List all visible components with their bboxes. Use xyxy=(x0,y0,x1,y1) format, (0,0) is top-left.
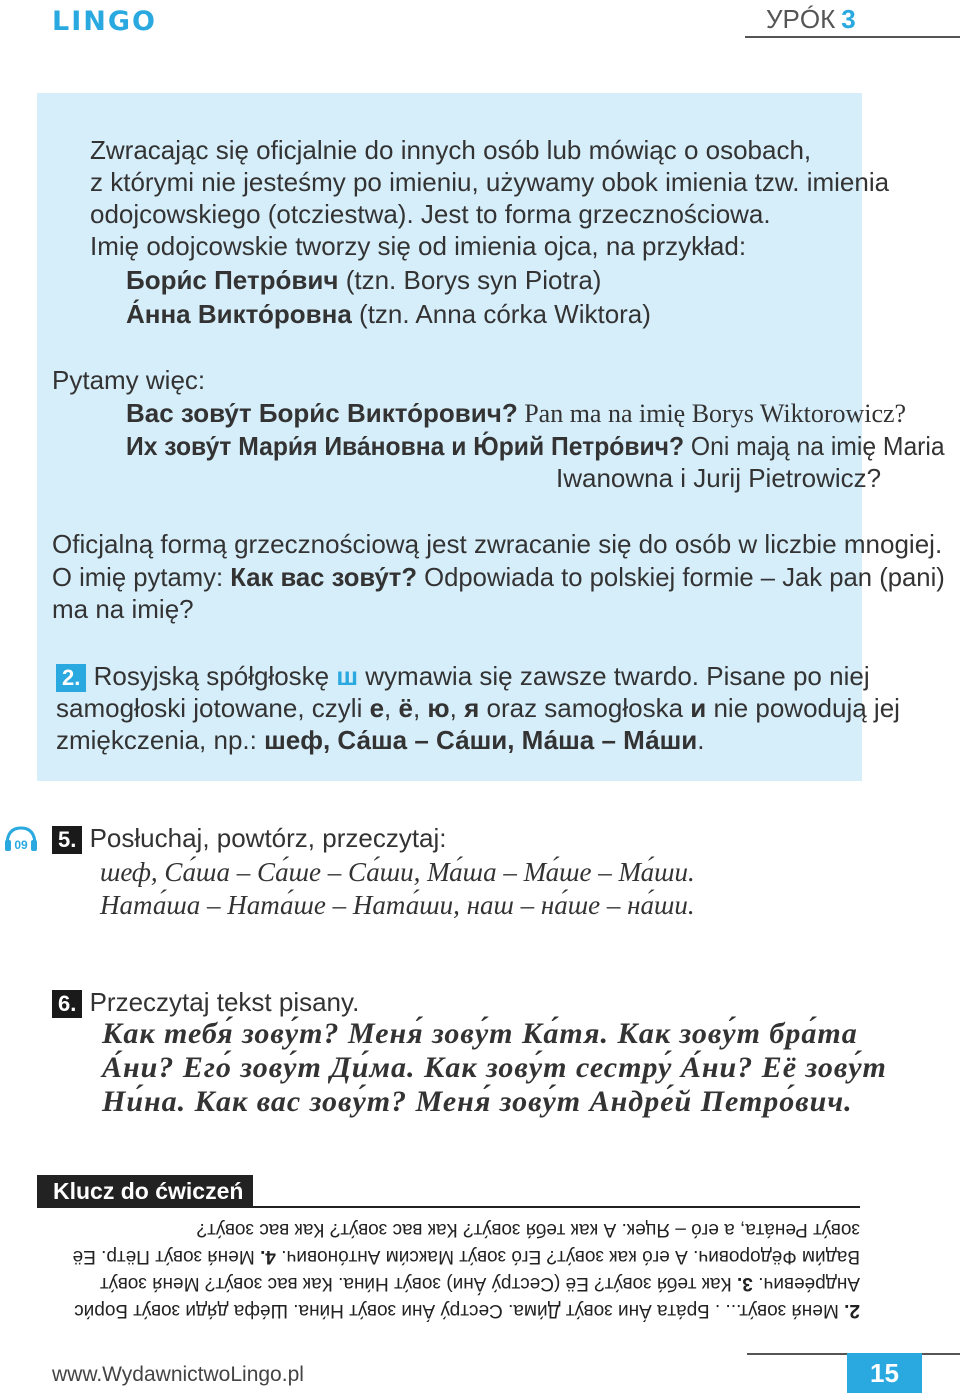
question-1-polish: Pan ma na imię Borys Wiktorowicz? xyxy=(517,399,907,428)
lesson-number: 3 xyxy=(841,4,856,34)
exercise-5-number: 5. xyxy=(52,826,82,854)
box-paragraph-2-line xyxy=(52,561,945,593)
russian-phrase: Как вас зову́т? xyxy=(230,562,418,592)
example-2-russian: А́нна Викто́ровна xyxy=(126,299,352,329)
cd-track-number: 09 xyxy=(14,838,28,852)
exercise-6-script-line: Ни́на. Как вас зову́т? Меня́ зову́т Андре́й Петро́вич. xyxy=(102,1085,853,1118)
box-paragraph-line: z którymi nie jesteśmy po imieniu, używamy obok imienia tzw. imienia xyxy=(90,167,890,197)
box-paragraph-line: Imię odojcowskie tworzy się od imienia ojca, na przykład: xyxy=(90,231,747,261)
russian-letter: е xyxy=(369,693,385,723)
question-1 xyxy=(126,397,906,430)
answer-number: 2. xyxy=(844,1300,860,1321)
answer-key-line xyxy=(50,1270,860,1297)
question-2 xyxy=(126,430,945,462)
answer-key-rule xyxy=(37,1206,860,1208)
example-1-polish: (tzn. Borys syn Piotra) xyxy=(338,265,602,295)
answer-text: Меня́ зову́т... . Бра́та А́ни зову́т Ди́ма. Сестру́ А́ни зову́т Ни́на. Ше́фа дя́ди зову́т Бори́с xyxy=(74,1300,845,1321)
answer-text: Меня́ зову́т Пётр. Её xyxy=(72,1246,261,1267)
box-paragraph-2-line: ma na imię? xyxy=(52,594,194,624)
example-2-polish: (tzn. Anna córka Wiktora) xyxy=(351,299,651,329)
text: Odpowiada to polskiej formie – Jak pan (pani) xyxy=(417,562,945,592)
answer-key-line xyxy=(50,1243,860,1270)
text: , xyxy=(449,693,465,723)
text: zmiękczenia, np.: xyxy=(56,725,265,755)
exercise-5-line: Ната́ша – Ната́ше – Ната́ши, наш – на́ше – на́ши. xyxy=(100,890,695,920)
note-2-number: 2. xyxy=(56,664,86,692)
example-1 xyxy=(126,264,601,296)
russian-letter: ш xyxy=(336,661,359,691)
russian-examples: шеф, Са́ша – Са́ши, Ма́ша – Ма́ши xyxy=(264,725,698,755)
text: wymawia się zawsze twardo. Pisane po niej xyxy=(358,661,870,691)
exercise-6-number: 6. xyxy=(52,990,82,1018)
question-2-russian: Их зову́т Мари́я Ива́новна и Ю́рий Петро́вич? xyxy=(126,431,685,461)
russian-letter: я xyxy=(464,693,480,723)
text: nie powodują jej xyxy=(706,693,900,723)
page-number: 15 xyxy=(847,1353,922,1393)
answer-number: 3. xyxy=(737,1273,753,1294)
answer-number: 4. xyxy=(260,1246,276,1267)
answer-text: Как тебя́ зову́т? Её (Сестру́ А́ни) зову́т Ни́на. Как вас зову́т? Меня́ зову́т xyxy=(99,1273,738,1294)
answer-text: Андре́евич. xyxy=(752,1273,860,1294)
box-paragraph-line: Zwracając się oficjalnie do innych osób lub mówiąc o osobach, xyxy=(90,135,812,165)
text: samogłoski jotowane, czyli xyxy=(56,693,370,723)
lesson-word: УРÓК xyxy=(766,4,836,34)
note-2-line xyxy=(56,660,870,692)
box-paragraph-line: odojcowskiego (otcziestwa). Jest to forma grzecznościowa. xyxy=(90,199,771,229)
text: , xyxy=(384,693,399,723)
exercise-6-script-line: Как тебя́ зову́т? Меня́ зову́т Ка́тя. Как зову́т бра́та xyxy=(102,1017,858,1050)
exercise-5-instruction: Posłuchaj, powtórz, przeczytaj: xyxy=(82,823,447,853)
answer-key-heading: Klucz do ćwiczeń xyxy=(37,1175,253,1207)
text: . xyxy=(697,725,705,755)
header-rule xyxy=(745,36,960,38)
answer-key-upside-down xyxy=(50,1216,860,1324)
box-paragraph-2-line: Oficjalną formą grzecznościową jest zwracanie się do osób w liczbie mnogiej. xyxy=(52,529,943,559)
logo: LINGO xyxy=(52,6,157,37)
text: O imię pytamy: xyxy=(52,562,231,592)
text: oraz samogłoska xyxy=(479,693,691,723)
pytamy-label: Pytamy więc: xyxy=(52,365,206,395)
note-2-line xyxy=(56,724,704,756)
russian-letter: и xyxy=(690,693,707,723)
answer-text: Вади́м Фёдорович. А его́ как зову́т? Его́ зову́т Макси́м Анто́нович. xyxy=(275,1246,860,1267)
exercise-5-title xyxy=(52,822,447,854)
text: Rosyjską spółgłoskę xyxy=(86,661,337,691)
answer-key-line xyxy=(50,1297,860,1324)
footer-website: www.WydawnictwoLingo.pl xyxy=(52,1363,304,1386)
text: , xyxy=(412,693,428,723)
question-2-polish: Oni mają na imię Maria xyxy=(684,431,945,461)
question-2-polish-cont: Iwanowna i Jurij Pietrowicz? xyxy=(556,463,882,493)
lesson-header xyxy=(766,4,856,35)
exercise-5-line: шеф, Са́ша – Са́ше – Са́ши, Ма́ша – Ма́ше – Ма́ши. xyxy=(100,857,695,887)
example-1-russian: Бори́с Петро́вич xyxy=(126,265,339,295)
example-2 xyxy=(126,298,651,330)
note-2-line xyxy=(56,692,900,724)
russian-letter: ё xyxy=(398,693,413,723)
exercise-6-title xyxy=(52,986,359,1018)
question-1-russian: Вас зову́т Бори́с Викто́рович? xyxy=(126,398,518,428)
exercise-6-instruction: Przeczytaj tekst pisany. xyxy=(82,987,360,1017)
russian-letter: ю xyxy=(427,693,450,723)
answer-key-line: зову́т Рена́та, а его́ – Яцек. А как тебя́ зову́т? Как вас зову́т? Как вас зову́т? xyxy=(196,1219,860,1240)
cd-track-icon xyxy=(4,825,38,853)
exercise-6-script-line: А́ни? Его́ зову́т Ди́ма. Как зову́т сестру́ А́ни? Её зову́т xyxy=(102,1051,887,1084)
